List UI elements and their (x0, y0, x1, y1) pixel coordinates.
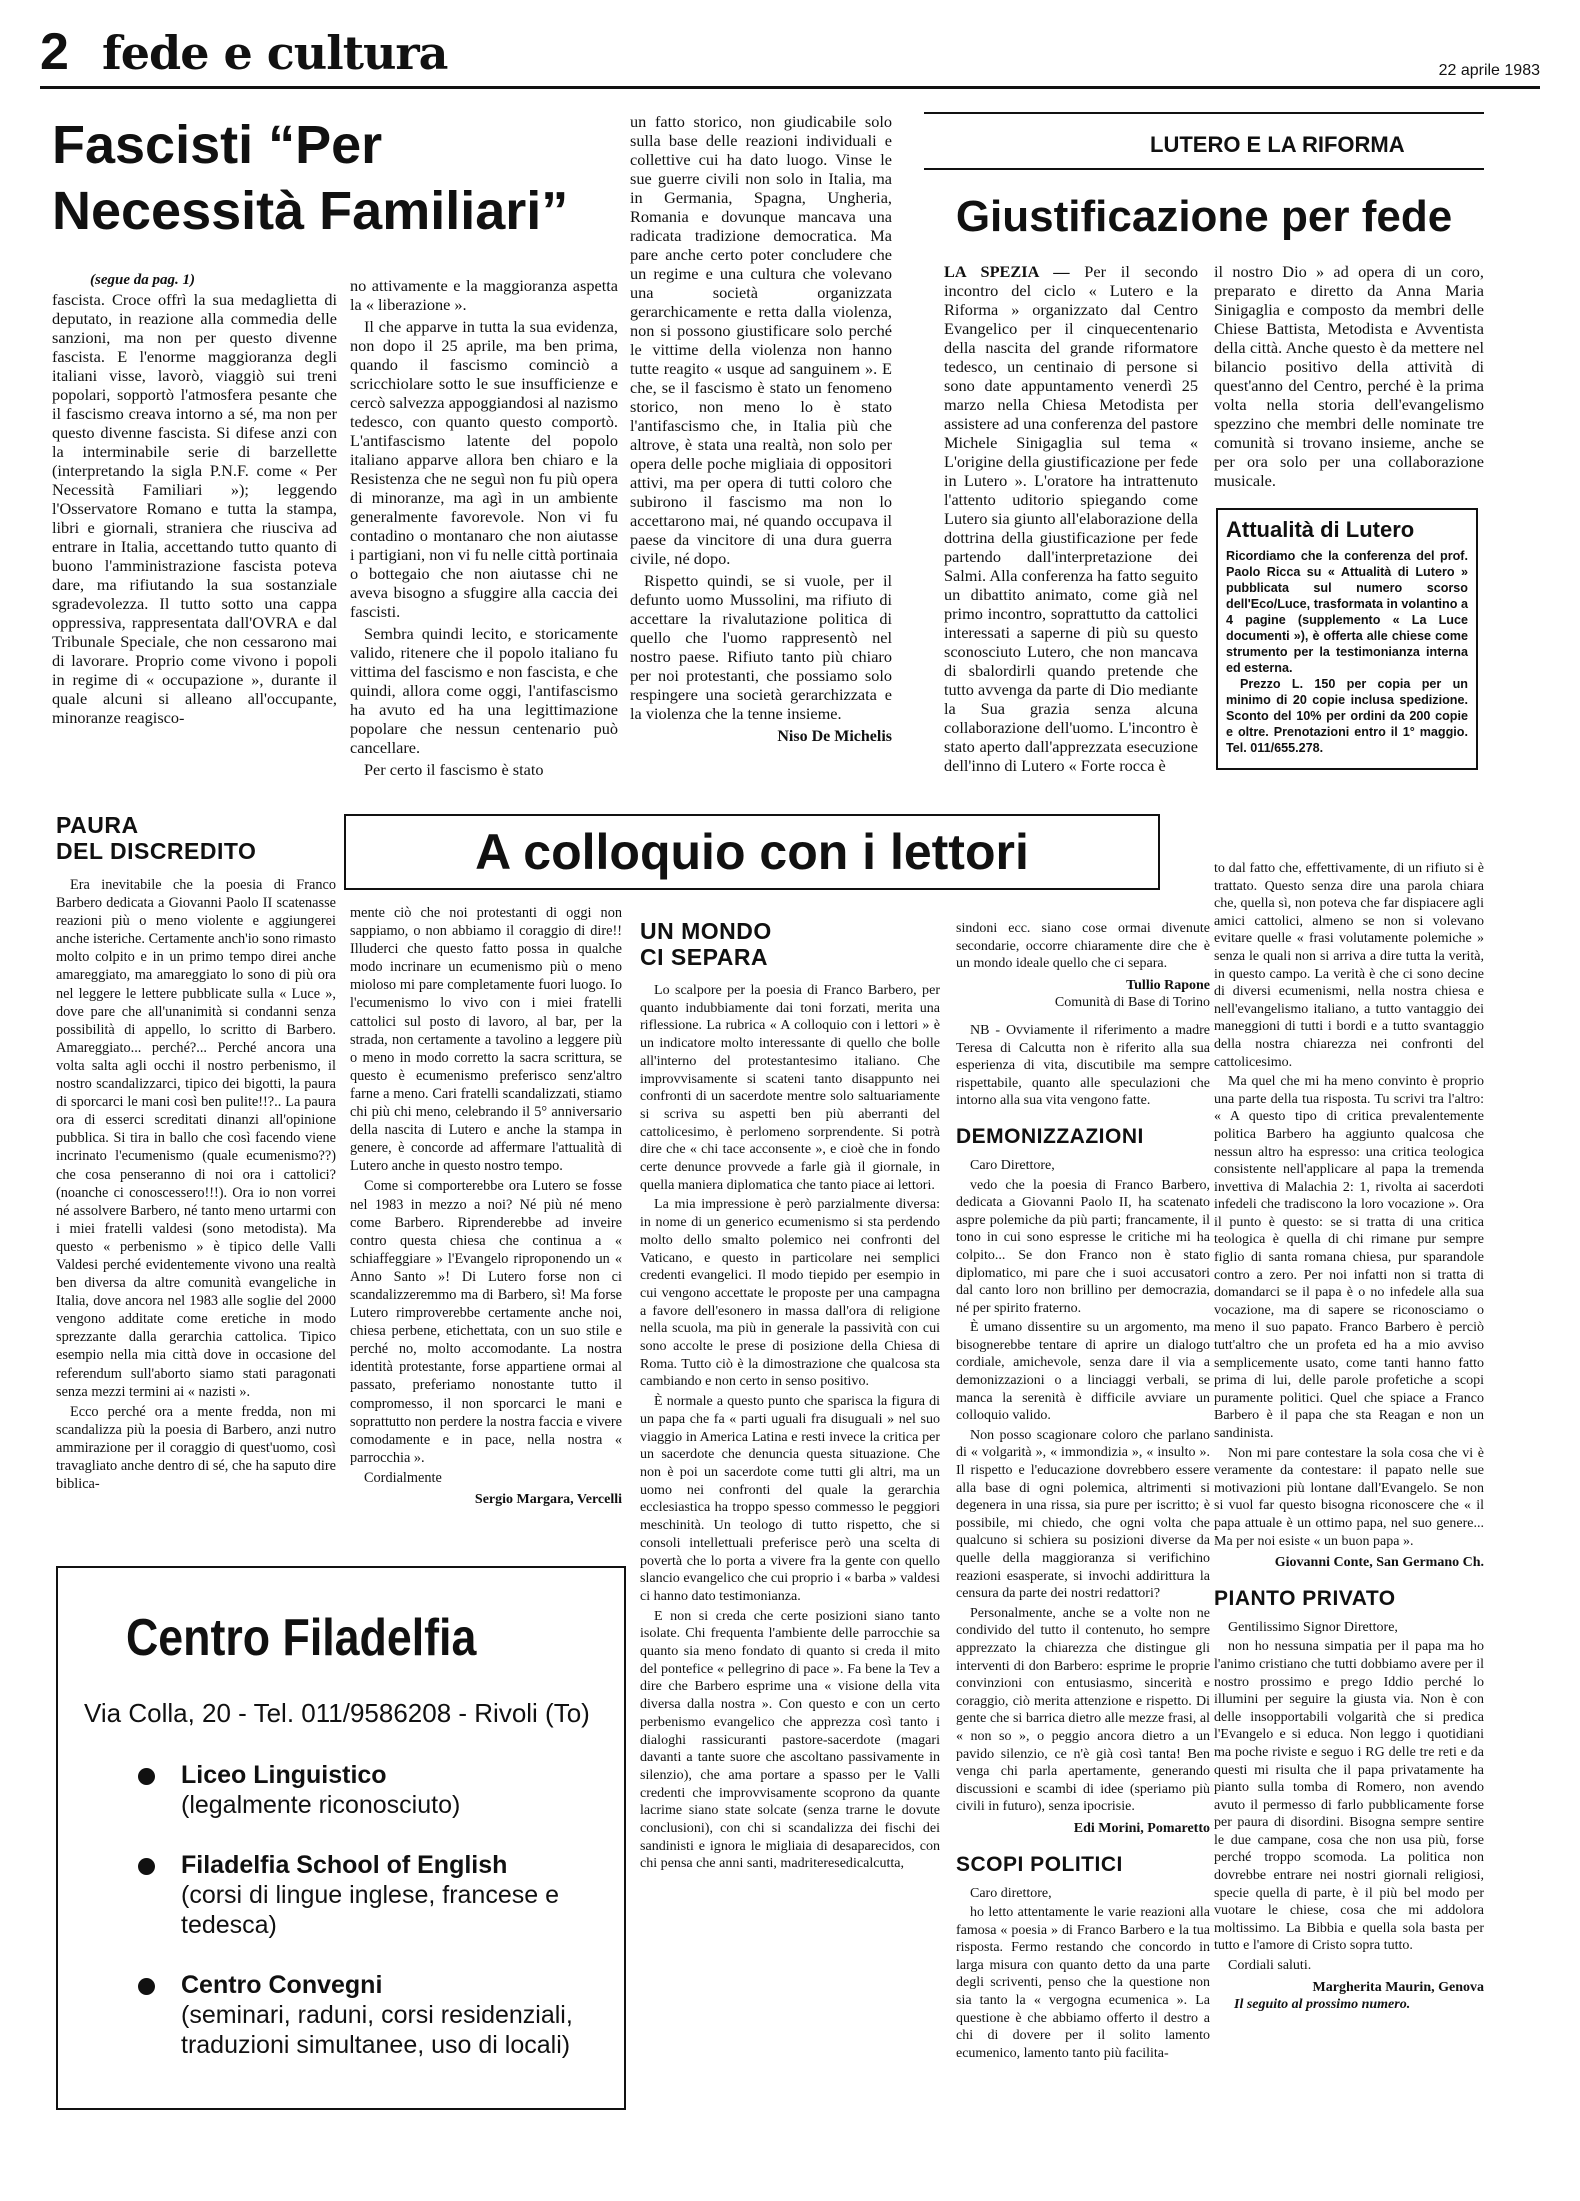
unmondo-title-line1: UN MONDO (640, 918, 772, 944)
paura-title-line1: PAURA (56, 812, 139, 838)
signature-place: Comunità di Base di Torino (1054, 995, 1210, 1011)
lutero-kicker: LUTERO E LA RIFORMA (1150, 132, 1405, 157)
segue-note: (segue da pag. 1) (90, 272, 195, 288)
paragraph: Caro Direttore, (970, 1157, 1055, 1173)
page-number: 2 (40, 23, 69, 81)
paragraph: Lo scalpore per la poesia di Franco Barbero, per quanto indubbiamente dai toni forzati, merita una riflessione. La rubrica « A colloquio con i lettori » è un indicatore molto interessante di quello che bolle all'interno del protestantesimo italiano. Che improvvisamente si scateni tanto disappunto nei confronti di un sacerdote mentre solo saltuariamente si scriva su aspetti ben più aberranti del cattolicesimo, è perlomeno sorprendente. Si potrà dire che « chi tace acconsente », e cioè che in fondo certe denunce provvede a farle già il giornale, in quella maniera diplomatica che tanto piace ai lettori. (640, 982, 940, 1193)
paragraph: Cordiali saluti. (1228, 1958, 1312, 1974)
paura-title (56, 812, 256, 864)
filadelfia-ad (56, 1566, 626, 2110)
ad-item (138, 1970, 608, 2060)
paragraph: Era inevitabile che la poesia di Franco Barbero dedicata a Giovanni Paolo II scatenasse reazioni più o meno violente e aggiungerei anche isteriche. Certamente anch'io sono rimasto molto colpito e in un primo tempo direi anche amareggiato, ma amareggiato lo sono di più ora nel leggere le lettere pubblicate sulla « Luce », dove pare che all'unanimità si condanni senza possibilità di appello, lo scritto di Barbero. Amareggiato... perché?... Perché ancora una volta salta agli occhi il nostro perbenismo, il nostro scandalizzarci, tipico dei bigotti, la paura di sporcarci le mani così ben pulite!!?.. La paura ora di esserci screditati dinanzi all'opinione pubblica. Si tira in ballo che così facendo viene incrinato l'ecumenismo (quale ecumenismo??) che cosa penseranno di noi ora i cattolici? (noanche ci conoscessero!!!). Ora io non vorrei né assolvere Barbero, né tanto meno urtarmi con i miei fratelli valdesi (sono metodista). Ma questo « perbenismo » è tipico delle Valli Valdesi perché evidentemente vivono una realtà ben diversa da altre comunità evangeliche in Italia, dove ancora nel 1983 alle soglie del 2000 vengono additate come eretiche in modo sprezzante dalla gerarchia cattolica. Tipico esempio nella mia città dove in occasione del referendum sull'aborto siamo stati paragonati senza mezzi termini ai « nazisti ». (56, 877, 336, 1400)
paura-column-1 (56, 876, 336, 1495)
paragraph: Rispetto quindi, se si vuole, per il defunto uomo Mussolini, ma rifiuto di accettare la rivalutazione politica di quello che l'uomo rappresentò nel nostro paese. Rifiuto tanto più chiaro per noi protestanti, che possiamo solo respingere una società gerarchizzata e la violenza che la tenne insieme. (630, 571, 892, 723)
ad-address: Via Colla, 20 - Tel. 011/9586208 - Rivoli (To) (84, 1698, 590, 1728)
signature: Niso De Michelis (777, 728, 892, 745)
unmondo-title-line2: CI SEPARA (640, 944, 769, 970)
ad-item-title: Liceo Linguistico (181, 1761, 387, 1789)
unmondo-column-1 (640, 982, 940, 1875)
paragraph: Gentilissimo Signor Direttore, (1228, 1619, 1398, 1635)
paragraph: mente ciò che noi protestanti di oggi non sappiamo, o non abbiamo il coraggio di dire!! Illuderci che questo fatto possa in qualche modo incrinare un ecumenismo più o meno mioloso mi pare completamente fuori luogo. Io l'ecumenismo lo vivo con i miei fratelli cattolici sul posto di lavoro, al bar, per la strada, non certamente a tavolino a leggere più o meno in modo corretto la sacra scrittura, se questo è ecumenismo preferisco senz'altro farne a meno. Cari fratelli scandalizzati, stiamo chi più chi meno, celebrando il 5° anniversario della nascita di Lutero e anche la stampa in genere, è concorde ad affermare l'attualità di Lutero anche in questo nostro tempo. (350, 905, 622, 1175)
paragraph: il nostro Dio » ad opera di un coro, preparato e diretto da Anna Maria Sinigaglia e composto da membri delle Chiese Battista, Metodista e Avventista della città. Anche questo è da mettere nel bilancio positivo della attività di quest'anno del Centro, perché è la prima volta nella storia dell'evangelismo spezzino che membri delle nominate tre comunità si trovano insieme, anche se per ora solo per una collaborazione musicale. (1214, 262, 1484, 490)
ad-item (138, 1850, 608, 1940)
ad-item-title: Filadelfia School of English (181, 1851, 508, 1879)
paragraph: fascista. Croce offrì la sua medaglietta di deputato, in reazione alla commedia delle sanzioni, ma non per questo divenne fascista. E l'enorme maggioranza degli italiani visse, lavorò, viaggiò sui treni popolari, sopportò l'atmosfera pesante che il fascismo creava intorno a sé, ma non per questo divenne fascista. Si difese anzi con la interminabile serie di barzellette (interpretando la sigla P.N.F. come « Per Necessità Familiari »); leggendo l'Osservatore Romano e tutta la stampa, libri e giornali, straniera che riusciva ad entrare in Italia, accettando tutto quanto di buono l'amministrazione fascista poteva dare, ma rifiutando la sua sostanziale sgradevolezza. Il tutto sotto una cappa oppressiva, rappresentata dall'OVRA e dal Tribunale Speciale, che non cessarono mai di lavorare. Proprio come vivono i popoli in regime di « occupazione », durante il quale alcuni si alleano all'occupante, minoranze reagisco- (52, 290, 337, 727)
scopi-title: SCOPI POLITICI (956, 1852, 1123, 1876)
paura-column-2 (350, 904, 622, 1509)
bullet-icon (138, 1858, 155, 1875)
nb-note: NB - Ovviamente il riferimento a madre Teresa di Calcutta non è riferito alla sua esperienza di vita, discutibile ma sempre rispettabile, quanto alle speculazioni che intorno alla sua vita vengono fatte. (956, 1022, 1210, 1109)
ad-item-detail: (seminari, raduni, corsi residenziali, traduzioni simultanee, uso di locali) (181, 2001, 573, 2059)
paragraph: Come si comporterebbe ora Lutero se fosse nel 1983 in mezzo a noi? Né più né meno come Barbero. Riprenderebbe ad inveire contro questa chiesa che continua a « schiaffeggiare » l'Evangelo riproponendo un « Anno Santo »! Di Lutero forse non ci scandalizzeremmo ma di Barbero, sì! Ma forse Lutero rimproverebbe certamente anche noi, chiesa perbene, etichettata, con un suo stile e perché no, molto accomodante. La nostra identità protestante, forse appartiene ormai al passato, preferiamo nonostante tutto il compromesso, il non sporcarci le mani e soprattutto non perdere la nostra faccia e vivere comodamente e in pace, nella nostra « parrocchia ». (350, 1178, 622, 1466)
fascisti-title (52, 112, 612, 244)
paragraph (944, 262, 1198, 775)
masthead (40, 22, 1540, 84)
issue-date: 22 aprile 1983 (1438, 62, 1540, 79)
paragraph: È normale a questo punto che sparisca la figura di un papa che fa « parti uguali fra disuguali » nel suo viaggio in America Latina e resti invece la critica per un sacerdote che denuncia questa situazione. Che non è poi un sacerdote come tutti gli altri, ma un uomo nei confronti del quale la gerarchia ecclesiastica ha troppo spesso commesso le peggiori meschinità. Un teologo di tutto rispetto, che si consoli intellettuali preferisce però una scelta di povertà che lo porta a vivere fra la gente con quello slancio evangelico che cui proprio i « barba » valdesi ci hanno dato testimonianza. (640, 1393, 940, 1604)
paragraph: to dal fatto che, effettivamente, di un rifiuto si è trattato. Questo senza dire una parola chiara che, quella sì, non poteva che far dispiacere agli amici cattolici, almeno se non si volevano evitare quelle « frasi volutamente polemiche » senza le quali non si arriva a dire tutta la verità, in questo campo. La verità è che ci sono decine di diversi ecumenismi, nella nostra chiesa e nell'evangelismo italiano, a tutto vantaggio dei maneggioni di tutti i bordi e a tutto svantaggio della nostra chiarezza nei confronti del cattolicesimo. (1214, 861, 1484, 1070)
paragraph: Caro direttore, (970, 1885, 1052, 1901)
paragraph: Per certo il fascismo è stato (364, 760, 544, 779)
colloquio-title: A colloquio con i lettori (475, 824, 1029, 880)
paragraph-text: Per il secondo incontro del ciclo « Lutero e la Riforma » organizzato dal Centro Evangelico per il cinquecentenario della nascita del grande riformatore tedesco, un centinaio di persone si sono date appuntamento venerdì 25 marzo nella Chiesa Metodista per assistere ad una conferenza del pastore Michele Sinigaglia sul tema « L'origine della giustificazione per fede in Lutero ». L'oratore ha intrattenuto l'attento uditorio spiegando come Lutero sia giunto all'elaborazione della dottrina della giustificazione per fede partendo dall'interpretazione dei Salmi. Alla conferenza ha fatto seguito un dibattito animato, come già nel primo incontro, soprattutto da cattolici interessati a saperne di più su questo sconosciuto Lutero, che non mancava di sbalordirli quando pretende che tutto avvenga da parte di Dio mediante la Sua grazia senza alcuna collaborazione dell'uomo. L'incontro è stato aperto dall'apprezzata esecuzione dell'inno di Lutero « Forte rocca è (944, 262, 1198, 775)
fascisti-title-line1: Fascisti “Per (52, 115, 383, 175)
attualita-price: Prezzo L. 150 per copia per un minimo di 20 copie inclusa spedizione. Sconto del 10% per ordini da 200 copie e oltre. Prenotazioni entro il 1° maggio. Tel. 011/655.278. (1226, 677, 1468, 755)
signature: Tullio Rapone (1126, 977, 1210, 993)
section-title: fede e cultura (102, 26, 448, 80)
paragraph: Non posso scagionare coloro che parlano di « volgarità », « immondizia », « insulto ». Il rispetto e l'educazione dovrebbero essere alla base di ogni polemica, altrimenti si degenera in una rissa, sia pure per iscritto; è possibile, mi chiedo, che ogni volta che qualcuno si schiera su posizioni diverse da quelle della maggioranza si verifichino reazioni esasperate, si invochi addirittura la censura da parte dei nostri redattori? (956, 1427, 1210, 1602)
fascisti-title-line2: Necessità Familiari” (52, 181, 569, 241)
paragraph: Non mi pare contestare la sola cosa che vi è veramente da contestare: il papato nelle sue motivazioni più lontane dall'Evangelo. Se non si vuol far questo bisogna riconoscere che « il papa attuale è un ottimo papa, nel suo genere... Ma per noi esiste « un buon papa ». (1214, 1445, 1484, 1549)
demonizzazioni-title: DEMONIZZAZIONI (956, 1124, 1144, 1148)
lutero-column-1 (944, 262, 1198, 778)
paragraph: E non si creda che certe posizioni siano tanto isolate. Chi frequenta l'ambiente delle parrocchie sa quanto sia meno fondato di quanto si creda il mito del pontefice « pellegrino di pace ». Fa bene la Tev a dire che Barbero esprime una « visione della vita diversa dalla nostra ». Con questo e con un certo perbenismo evangelico che apprezza così tanto i dialoghi rassicuranti pastore-sacerdote (magari davanti a tante suore che ascoltano passivamente in silenzio), che ama portare a spasso per le Valli credenti che improvvisamente scoprono da quante lacrime siano state solcate (senza trarne le dovute conclusioni), con chi si scandalizza dei fischi dei sandinisti e ignora le migliaia di desaparecidos, con chi pensa che anni santi, madriteresedicalcutta, (640, 1607, 940, 1872)
paragraph: no attivamente e la maggioranza aspetta la « liberazione ». (350, 276, 618, 314)
signature: Margherita Maurin, Genova (1312, 1979, 1484, 1995)
ad-item (138, 1760, 608, 1820)
attualita-box (1216, 508, 1478, 770)
unmondo-column-2 (956, 920, 1210, 2064)
attualita-title: Attualità di Lutero (1226, 517, 1415, 542)
bullet-icon (138, 1768, 155, 1785)
signature: Giovanni Conte, San Germano Ch. (1274, 1555, 1484, 1571)
pianto-title: PIANTO PRIVATO (1214, 1586, 1396, 1610)
paragraph: La mia impressione è però parzialmente diversa: in nome di un generico ecumenismo si sta perdendo molto dello smalto polemico nei confronti del Vaticano, e questo in particolare nei semplici credenti evangelici. Il modo tiepido per esempio in cui vengono accettate le proposte per una campagna a favore dell'esonero in massa dall'ora di religione nella scuola, ma più in generale la passività con cui sono accolte le prese di posizione della Chiesa di Roma. Tutto ciò è la dimostrazione che qualcosa sta cambiando e non certo in senso positivo. (640, 1196, 940, 1390)
paragraph: Cordialmente (364, 1469, 442, 1486)
colloquio-banner (344, 814, 1160, 890)
paragraph: Sembra quindi lecito, e storicamente valido, ritenere che il popolo italiano fu vittima del fascismo e non fascista, e che quindi, allora come oggi, l'antifascismo ha avuto ed ha una legittimazione popolare che nessun centenario può cancellare. (350, 624, 618, 757)
attualita-text: Ricordiamo che la conferenza del prof. Paolo Ricca su « Attualità di Lutero » pubblicata sul numero scorso dell'Eco/Luce, trasformata in volantino a 4 pagine (supplemento « La Luce documenti »), è offerta alle chiese come strumento per la testimonianza interna ed esterna. (1226, 549, 1468, 675)
paragraph: È umano dissentire su un argomento, ma bisognerebbe tentare di aprire un dialogo cordiale, amichevole, senza dare il via a demonizzazioni o a linciaggi verbali, se manca la serenità è difficile avviare un colloquio valido. (956, 1320, 1210, 1424)
paragraph: vedo che la poesia di Franco Barbero, dedicata a Giovanni Paolo II, ha scatenato aspre polemiche da più parti; francamente, il tono in cui sono espresse le critiche mi ha colpito... Se don Franco non è stato diplomatico, mi pare che i suoi accusatori dal canto loro non brillino per democrazia, né per spirito fraterno. (956, 1177, 1210, 1316)
paragraph: Personalmente, anche se a volte non ne condivido del tutto il contenuto, ho sempre apprezzato la chiarezza che distingue gli interventi di don Barbero: esprime le proprie convinzioni con entusiasmo, sincerità e coraggio, ciò merita attenzione e rispetto. Di gente che si barrica dietro alle mezze frasi, al « non so », o peggio ancora dietro a un pavido silenzio, ce n'è già così tanta! Ben venga chi parla apertamente, generando discussioni e scambi di idee (speriamo più civili in futuro), senza ipocrisie. (956, 1605, 1210, 1815)
dateline: LA SPEZIA — (944, 262, 1070, 281)
paragraph: Il che apparve in tutta la sua evidenza, non dopo il 25 aprile, ma ben prima, quando il fascismo cominciò a scricchiolare sotto le sue insufficienze e cercò salvezza appoggiandosi al nazismo tedesco, con quanto questo comportò. L'antifascismo latente del popolo italiano apparve allora ben chiaro e la Resistenza che ne seguì non fu più opera di minoranze, ma agì in un ambiente generalmente favorevole. Non vi fu contadino o montanaro che non aiutasse i partigiani, non vi fu nelle città portinaia o bottegaio che non aiutasse chi ne aveva bisogno a sfuggire alla caccia dei fascisti. (350, 317, 618, 621)
paragraph: Ecco perché ora a mente fredda, non mi scandalizza più la poesia di Barbero, anzi nutro ammirazione per il coraggio di quest'uomo, così travagliato anche dentro di sé, che ha saputo dire biblica- (56, 1403, 336, 1493)
ad-item-title: Centro Convegni (181, 1971, 383, 1999)
bullet-icon (138, 1978, 155, 1995)
fascisti-column-3 (630, 112, 892, 746)
continued-note: Il seguito al prossimo numero. (1234, 1997, 1411, 2013)
paragraph: un fatto storico, non giudicabile solo sulla base delle reazioni individuali e collettive cui ha dato luogo. Vinse le sue guerre civili non solo in Italia, ma in Germania, Spagna, Ungheria, Romania e dovunque mancava una radicata tradizione democratica. Ma pare anche certo poter concludere che un regime e una cultura che volevano una società organizzata gerarchicamente e retta dalla violenza, non si possono giustificare solo perché le vittime della violenza non hanno tutte reagito « usque ad sanguinem ». E che, se il fascismo è stato un fenomeno storico, non meno lo è stato l'antifascismo che, in Italia più che altrove, è stata una realtà, non solo per opera delle poche migliaia di oppositori attivi, ma per opera di tutti coloro che subirono il fascismo ma non lo accettarono mai, né quando occupava il paese da vincitore di una dura guerra civile, né dopo. (630, 112, 892, 568)
unmondo-title (640, 918, 772, 970)
paragraph: ho letto attentamente le varie reazioni alla famosa « poesia » di Franco Barbero e la tua risposta. Fermo restando che concordo in larga misura con quanto detto da una parte degli scriventi, penso che la questione non sia tanto la « vergogna ecumenica ». La questione è che abbiamo offerto il destro a chi di dovere per il solito lamento ecumenico, lamento tanto più facilita- (956, 1905, 1210, 2061)
lutero-kicker-rule (924, 168, 1484, 170)
scopi-continuation-column (1214, 860, 1484, 2014)
fascisti-column-1 (52, 290, 337, 730)
lutero-column-2 (1214, 262, 1484, 493)
paragraph: Ma quel che mi ha meno convinto è proprio una parte della tua risposta. Tu scrivi tra l'altro: « A questo tipo di critica prevalentemente politica Barbero ha aggiunto qualcosa che nessun altro ha espresso: una critica teologica consistente nell'applicare al papa la tremenda invettiva di Malachia 2: 1, rivolta ai sacerdoti infedeli che tradiscono la loro vocazione ». Ora il punto è questo: se si tratta di una critica teologica è quella di chi rimane pur sempre figlio di santa romana chiesa, pur sparandole contro a zero. Per noi infatti non si tratta di domandarci se il papa è o no infedele alla sua vocazione, ma di sapere se riconosciamo o meno il suo papato. Franco Barbero è perciò tutt'altro che un profeta ed ha a mio avviso semplicemente usato, come tanti hanno fatto prima di lui, delle parole profetiche a scopi puramente politici. Quel che spiace a Franco Barbero è il papa che sta Reagan e non un sandinista. (1214, 1074, 1484, 1441)
fascisti-column-2 (350, 276, 618, 782)
lutero-title: Giustificazione per fede (955, 192, 1453, 241)
paragraph: sindoni ecc. siano cose ormai divenute secondarie, occorre chiaramente dire che è un mondo ideale quello che ci separa. (956, 921, 1210, 972)
signature: Edi Morini, Pomaretto (1073, 1820, 1210, 1836)
ad-item-detail: (legalmente riconosciuto) (181, 1791, 461, 1819)
masthead-rule (40, 86, 1540, 89)
paragraph: non ho nessuna simpatia per il papa ma ho l'animo cristiano che tutti dobbiamo avere per il nostro prossimo e prego Iddio perché lo illumini per seguire la giusta via. Non è con delle insopportabili volgarità che si predica l'Evangelo e si educa. Non leggo i quotidiani ma poche riviste e seguo i RG delle tre reti e da questi mi risulta che il papa privatamente ha pianto sulla tomba di Romero, non avendo avuto il permesso di farlo pubblicamente forse per paura di disordini. Bisogna sempre sentire le due campane, cosa che non usa più, forse perché troppo scomoda. La politica non dovrebbe entrare nei nostri giornali religiosi, specie quella di parte, è il più bel modo per vuotare le chiese, cosa che mi addolora moltissimo. La Bibbia e quella sola basta per tutto e l'amore di Cristo sopra tutto. (1214, 1639, 1484, 1954)
ad-name: Centro Filadelfia (126, 1609, 477, 1667)
lutero-top-rule (924, 112, 1484, 114)
ad-item-detail: (corsi di lingue inglese, francese e tedesca) (181, 1881, 559, 1939)
paura-title-line2: DEL DISCREDITO (56, 838, 257, 864)
signature: Sergio Margara, Vercelli (474, 1492, 622, 1507)
ad-list (138, 1760, 608, 2090)
